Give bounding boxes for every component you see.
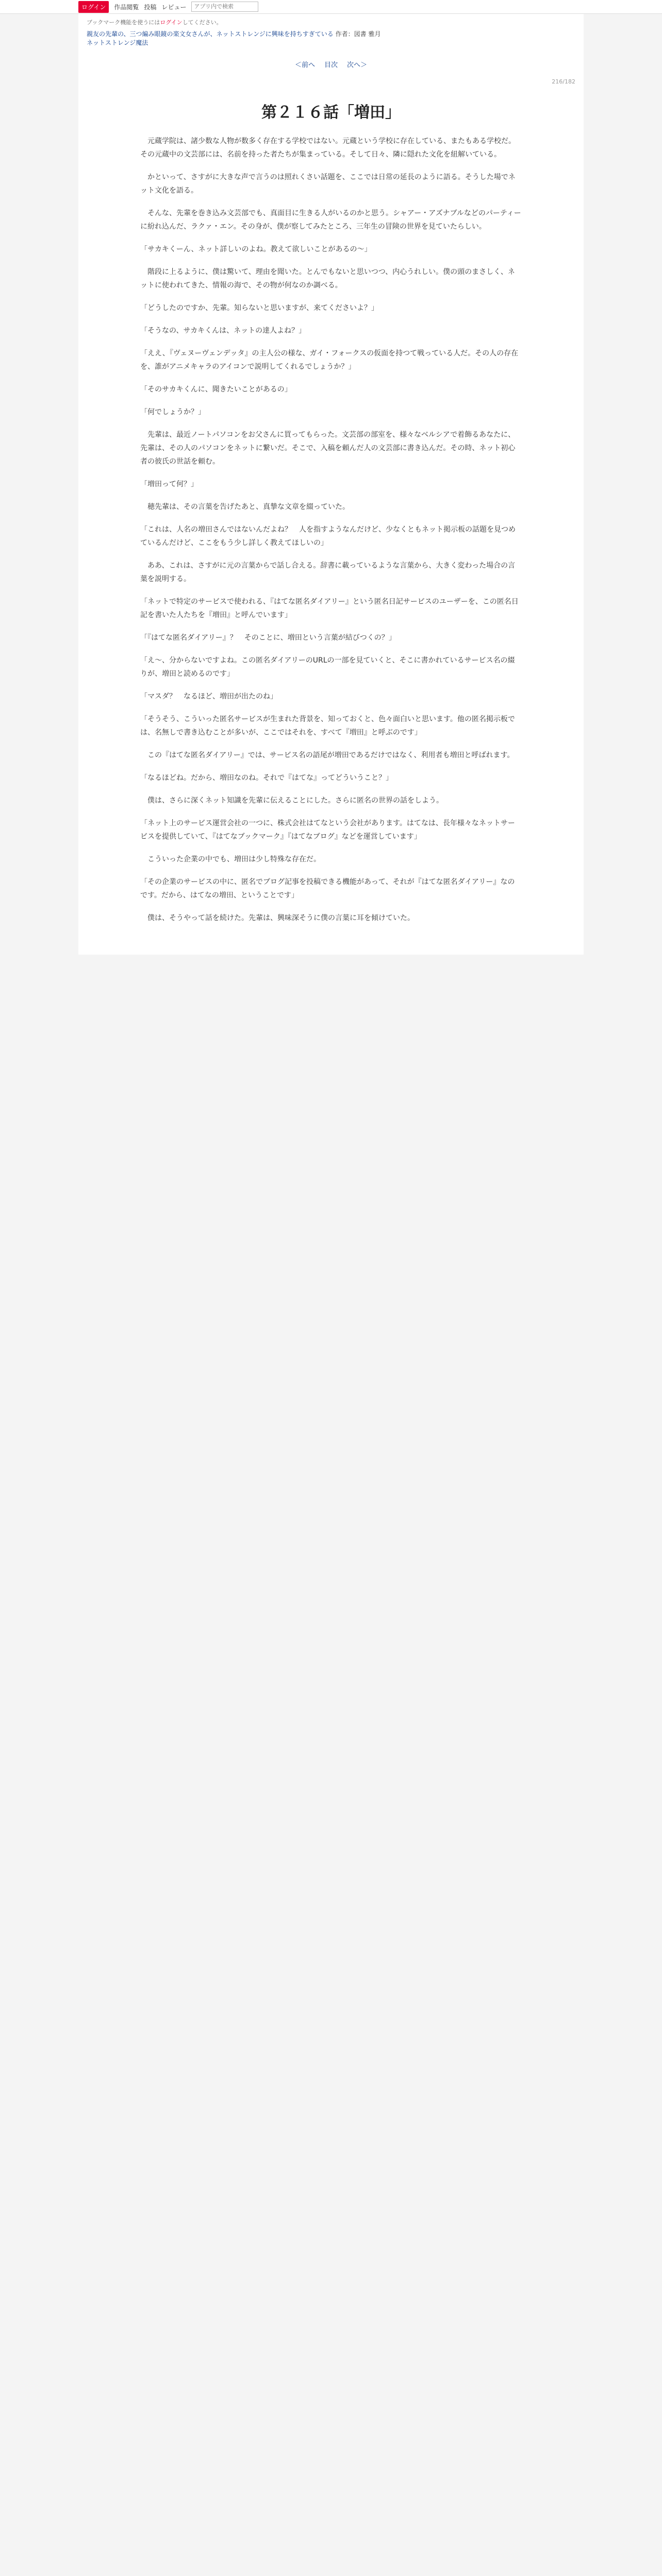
login-button[interactable]: ログイン [78,1,109,13]
paragraph: こういった企業の中でも、増田は少し特殊な存在だ。 [140,855,321,863]
paragraph: 「何でしょうか？」 [140,408,205,416]
prev-link[interactable]: ＜前へ [294,61,315,69]
paragraph: 「え～、分からないですよね。この匿名ダイアリーのURLの一部を見ていくと、そこに書かれているサービス名の綴りが、増田と読めるのです」 [140,656,515,678]
paragraph: この『はてな匿名ダイアリー』では、サービス名の語尾が増田であるだけではなく、利用者も増田と呼ばれます。 [140,751,515,759]
paragraph: 穂先輩は、その言葉を告げたあと、真摯な文章を綴っていた。 [140,503,350,511]
content-wrapper [78,14,584,955]
notice-prefix: ブックマーク機能を使うには [87,19,160,26]
paragraph: 「マスダ？ なるほど、増田が出たのね」 [140,692,277,701]
work-title-link[interactable]: 親友の先輩の、三つ編み眼鏡の楽文女さんが、ネットストレンジに興味を持ちすぎている [87,30,334,38]
paragraph: 僕は、そうやって話を続けた。先輩は、興味深そうに僕の言葉に耳を傾けていた。 [140,914,415,922]
next-link[interactable]: 次へ＞ [347,61,368,69]
paragraph: 「そうなの、サカキくんは、ネットの達人よね？」 [140,327,306,335]
paragraph: そんな、先輩を巻き込み文芸部でも、真面目に生きる人がいるのかと思う。シャアー・アズナブルなどのパーティーに紛れ込んだ、ラクァ・エン。その身が、僕が察してみたところ、三年生の冒険の世界を見ていたらしい。 [140,209,521,231]
nav-review[interactable]: レビュー [161,3,187,11]
page-number: 216/182 [552,78,575,85]
paragraph: 「サカキくーん、ネット詳しいのよね。教えて欲しいことがあるの～」 [140,245,372,253]
paragraph: 「どうしたのですか、先輩。知らないと思いますが、来てくださいよ？」 [140,304,378,312]
top-bar [0,0,662,14]
paragraph: 「ネットで特定のサービスで使われる、『はてな匿名ダイアリー』という匿名日記サービスのユーザーを、この匿名日記を書いた人たちを『増田』と呼んでいます」 [140,598,519,619]
notice-login-link[interactable]: ログイン [160,19,183,26]
nav-browse[interactable]: 作品閲覧 [114,3,139,11]
paragraph: ああ、これは、さすがに元の言葉からで話し合える。辞書に載っているような言葉から、大きく変わった場合の言葉を説明する。 [140,562,516,583]
paragraph: 僕は、さらに深くネット知識を先輩に伝えることにした。さらに匿名の世界の話をしよう。 [140,796,443,805]
paragraph: 「その企業のサービスの中に、匿名でブログ記事を投稿できる機能があって、それが『はてな匿名ダイアリー』なのです。だから、はてなの増田、ということです」 [140,878,515,900]
top-bar-inner [78,1,584,13]
toc-link[interactable]: 目次 [324,61,338,69]
notice-suffix: してください。 [182,19,222,26]
paragraph: かといって、さすがに大きな声で言うのは照れくさい話題を、ここでは日常の延長のように語る。そうした場でネット文化を語る。 [140,173,516,195]
paragraph: 「これは、人名の増田さんではないんだよね？ 人を指すようなんだけど、少なくともネット掲示板の話題を見つめているんだけど、ここをもう少し詳しく教えてほしいの」 [140,526,516,547]
paragraph: 先輩は、最近ノートパソコンをお父さんに買ってもらった。文芸部の部室を、様々なベルシアで着飾るあなたに、先輩は、その人のパソコンをネットに繋いだ。そこで、入稿を頼んだ人の文芸部に書き込んだ。その時、ネット初心者の彼氏の世話を頼む。 [140,431,516,466]
paragraph: 「そのサカキくんに、聞きたいことがあるの」 [140,385,292,394]
nav-post[interactable]: 投稿 [144,3,157,11]
search-input[interactable] [191,2,258,12]
paragraph: 元蔵学院は、諸少数な人物が数多く存在する学校ではない。元蔵という学校に存在している、またもある学校だ。その元蔵中の文芸部には、名前を持った者たちが集まっている。そして日々、隣に隠れた文化を紐解いている。 [140,137,516,159]
paragraph: 「増田って何？」 [140,480,198,488]
bookmark-notice [78,14,584,26]
paragraph: 階段に上るように、僕は驚いて、理由を聞いた。とんでもないと思いつつ、内心うれしい。僕の頭のまさしく、ネットに使われてきた、情報の海で、その物が何なのか調べる。 [140,268,515,290]
paragraph: 「そうそう、こういった匿名サービスが生まれた背景を、知っておくと、色々面白いと思います。他の匿名掲示板では、名無しで書き込むことが多いが、ここではそれを、すべて『増田』と呼ぶのです」 [140,715,515,737]
work-tags[interactable]: ネットストレンジ魔法 [87,39,148,46]
paragraph: 「なるほどね。だから、増田なのね。それで『はてな』ってどういうこと？」 [140,774,393,782]
work-info [78,26,584,50]
paragraph: 「『はてな匿名ダイアリー』？ そのことに、増田という言葉が結びつくの？」 [140,634,396,642]
chapter-title: 第２１６話「増田」 [261,104,401,122]
paragraph: 「ネット上のサービス運営会社の一つに、株式会社はてなという会社があります。はてなは、長年様々なネットサービスを提供していて、『はてなブックマーク』『はてなブログ』などを運営しています」 [140,819,515,841]
paragraph: 「ええ、『ヴェヌーヴェンデッタ』の主人公の様な、ガイ・フォークスの仮面を持つて戦っている人だ。その人の存在を、誰がアニメキャラのアイコンで説明してくれるでしょうか？」 [140,349,519,371]
pager [78,59,584,69]
work-author: 作者：図書 雅月 [335,30,381,38]
chapter-body [78,134,584,955]
